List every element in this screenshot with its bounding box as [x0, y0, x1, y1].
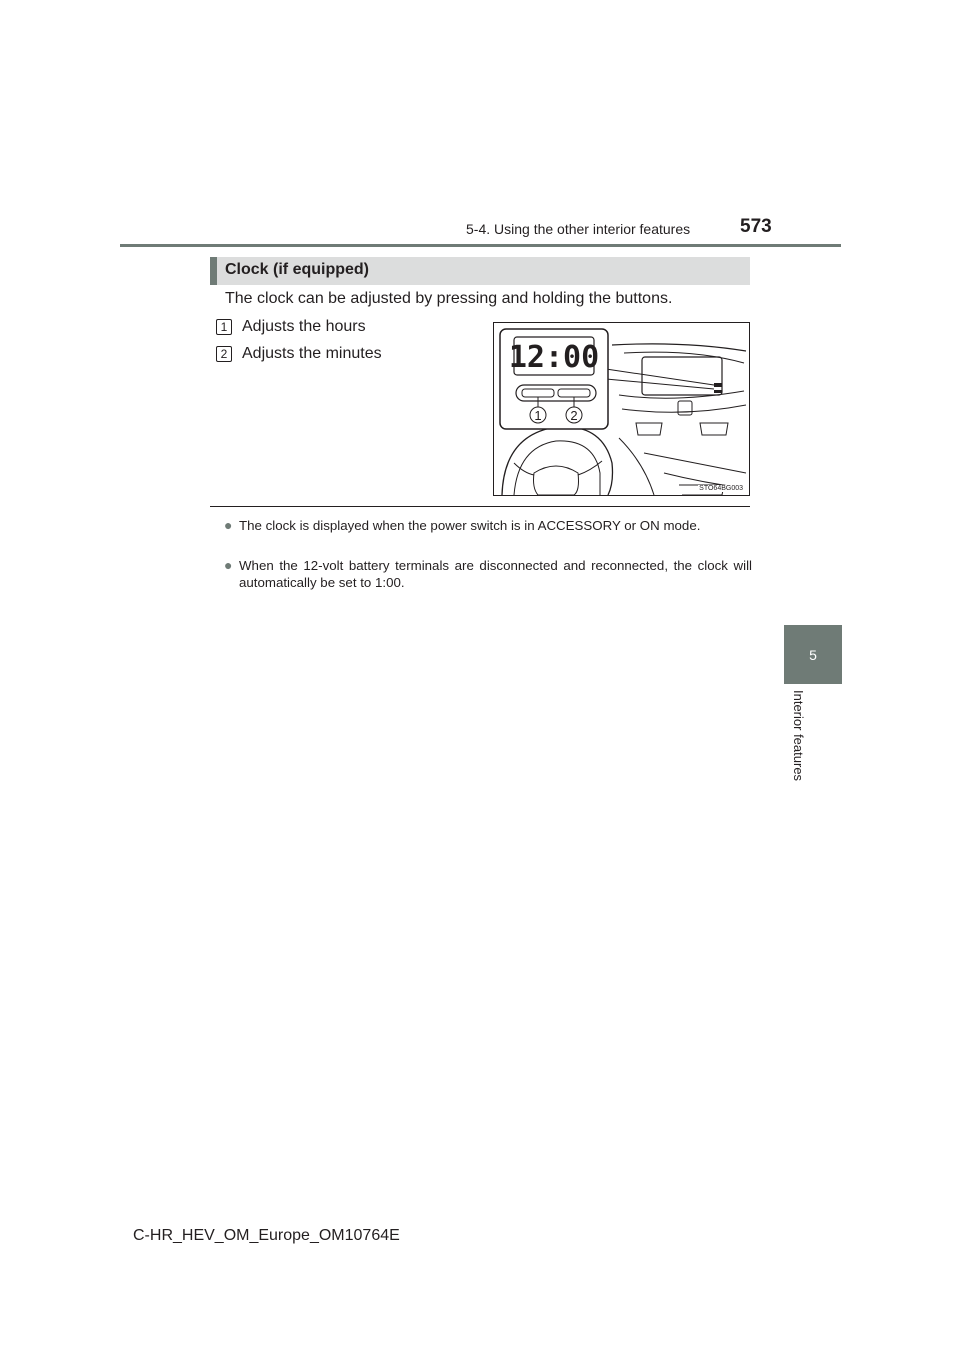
- section-title: Clock (if equipped): [225, 261, 369, 278]
- callout-label-2: 2: [570, 408, 578, 423]
- figure-code: STO64BG003: [699, 485, 743, 492]
- intro-text: The clock can be adjusted by pressing and holding the buttons.: [225, 290, 673, 307]
- list-item-hours: [216, 318, 366, 336]
- note-text: When the 12-volt battery terminals are disconnected and reconnected, the clock will automatically be set to 1:00.: [239, 558, 752, 590]
- dashboard-drawing: [494, 323, 751, 497]
- chapter-number: 5: [809, 646, 817, 663]
- page-number: 573: [740, 216, 772, 237]
- bullet-icon: ●: [224, 517, 233, 533]
- section-heading-accent: [210, 257, 217, 285]
- footer-doc-id: C-HR_HEV_OM_Europe_OM10764E: [133, 1227, 400, 1244]
- section-heading-bar: [210, 257, 750, 285]
- section-divider: [210, 506, 750, 507]
- chapter-title: Interior features: [791, 690, 806, 782]
- header-section-title: 5-4. Using the other interior features: [466, 221, 691, 237]
- clock-digits: 12:00: [508, 340, 600, 375]
- item-number-badge: 2: [216, 346, 232, 362]
- callout-label-1: 1: [534, 408, 542, 423]
- header-rule: [120, 244, 841, 247]
- note-text: The clock is displayed when the power switch is in ACCESSORY or ON mode.: [239, 518, 701, 533]
- note-item: [224, 517, 752, 534]
- list-item-minutes: [216, 345, 382, 363]
- note-item: [224, 557, 752, 591]
- item-label: Adjusts the minutes: [242, 345, 382, 362]
- bullet-icon: ●: [224, 557, 233, 573]
- clock-illustration: [493, 322, 750, 496]
- item-label: Adjusts the hours: [242, 318, 366, 335]
- chapter-tab: [784, 625, 842, 684]
- item-number-badge: 1: [216, 319, 232, 335]
